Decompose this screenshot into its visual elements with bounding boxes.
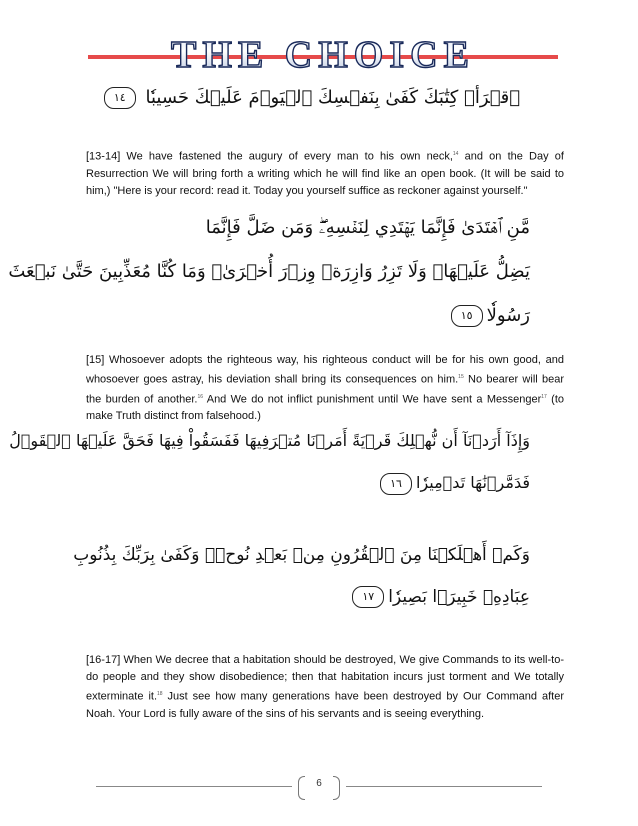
translation-paragraph-13-14: [13-14] We have fastened the augury of every man to his own neck,$^{14}$ and on the Day of Resurrection We will bring forth a writing which he will find like an open book. (It will be said to him,) "Here is your record: read it. Today you yourself suffice as reckoner against yourself." xyxy=(86,150,564,197)
footnote-ref: 16 xyxy=(197,393,204,400)
arabic-line: فَدَمَّرۡنَٰهَا تَدۡمِيرٗا١٦ xyxy=(120,462,530,504)
arabic-line: رَسُولٗا١٥ xyxy=(120,294,530,338)
ayah-marker: ١٤ xyxy=(104,87,136,109)
footnote-ref: 17 xyxy=(541,393,547,400)
arabic-line: عِبَادِهِۦ خَبِيرَۢا بَصِيرٗا١٧ xyxy=(120,576,530,618)
translation-paragraph-16-17: [16-17] When We decree that a habitation should be destroyed, We give Commands to its well-to-do people and they show disobedience; then that habitation incurs just torment and We totally exterminate it.$^{18}$ Just see how many generations have been destroyed by Our Command after Noah. Your Lord is fully aware of the sins of his servants and is seeing everything. xyxy=(86,654,564,720)
ayah-marker: ١٦ xyxy=(380,473,412,495)
footnote-ref: 14 xyxy=(452,151,459,157)
arabic-line: وَكَمۡ أَهۡلَكۡنَا مِنَ ٱلۡقُرُونِ مِنۢ بَعۡدِ نُوحٖۗ وَكَفَىٰ بِرَبِّكَ بِذُنُوبِ xyxy=(73,545,530,565)
arabic-line: ٱقۡرَأۡ كِتَٰبَكَ كَفَىٰ بِنَفۡسِكَ ٱلۡيَوۡمَ عَلَيۡكَ حَسِيبٗا xyxy=(145,87,520,108)
arabic-line: وَإِذَآ أَرَدۡنَآ أَن نُّهۡلِكَ قَرۡيَةً أَمَرۡنَا مُتۡرَفِيهَا فَفَسَقُواْ فِيهَا فَحَقَّ عَلَيۡهَا ٱلۡقَوۡلُ xyxy=(9,431,530,450)
arabic-line: يَضِلُّ عَلَيۡهَاۚ وَلَا تَزِرُ وَازِرَةٞ وِزۡرَ أُخۡرَىٰۗ وَمَا كُنَّا مُعَذِّبِينَ حَتَّىٰ نَبۡعَثَ xyxy=(8,261,530,282)
arabic-verse-15 xyxy=(8,206,530,338)
page-number-bracket-right xyxy=(333,776,340,800)
header-banner xyxy=(88,34,558,76)
footnote-ref: 15 xyxy=(458,374,464,380)
page-number: 6 xyxy=(316,778,322,789)
arabic-verse-16 xyxy=(9,420,530,504)
ayah-marker: ١٥ xyxy=(451,305,483,327)
ayah-marker: ١٧ xyxy=(352,586,384,608)
arabic-line: مَّنِ ٱهۡتَدَىٰ فَإِنَّمَا يَهۡتَدِي لِنَفۡسِهِۦۖ وَمَن ضَلَّ فَإِنَّمَا xyxy=(205,217,530,238)
footer-rule-left xyxy=(96,786,292,787)
footer-rule-right xyxy=(346,786,542,787)
header-title: THE CHOICE xyxy=(88,34,558,76)
footnote-ref: 18 xyxy=(157,691,163,697)
arabic-verse-14 xyxy=(113,84,520,112)
arabic-verse-17 xyxy=(73,534,530,618)
translation-paragraph-15: [15] Whosoever adopts the righteous way, his righteous conduct will be for his own good, and whosoever goes astray, his deviation shall bring its consequences on him.$^{15}$ No bearer will bear the burden of another.$^{16}$ And We do not inflict punishment until We have sent a Messenger$^{17}$ (to make Truth distinct from falsehood.) xyxy=(86,354,564,423)
